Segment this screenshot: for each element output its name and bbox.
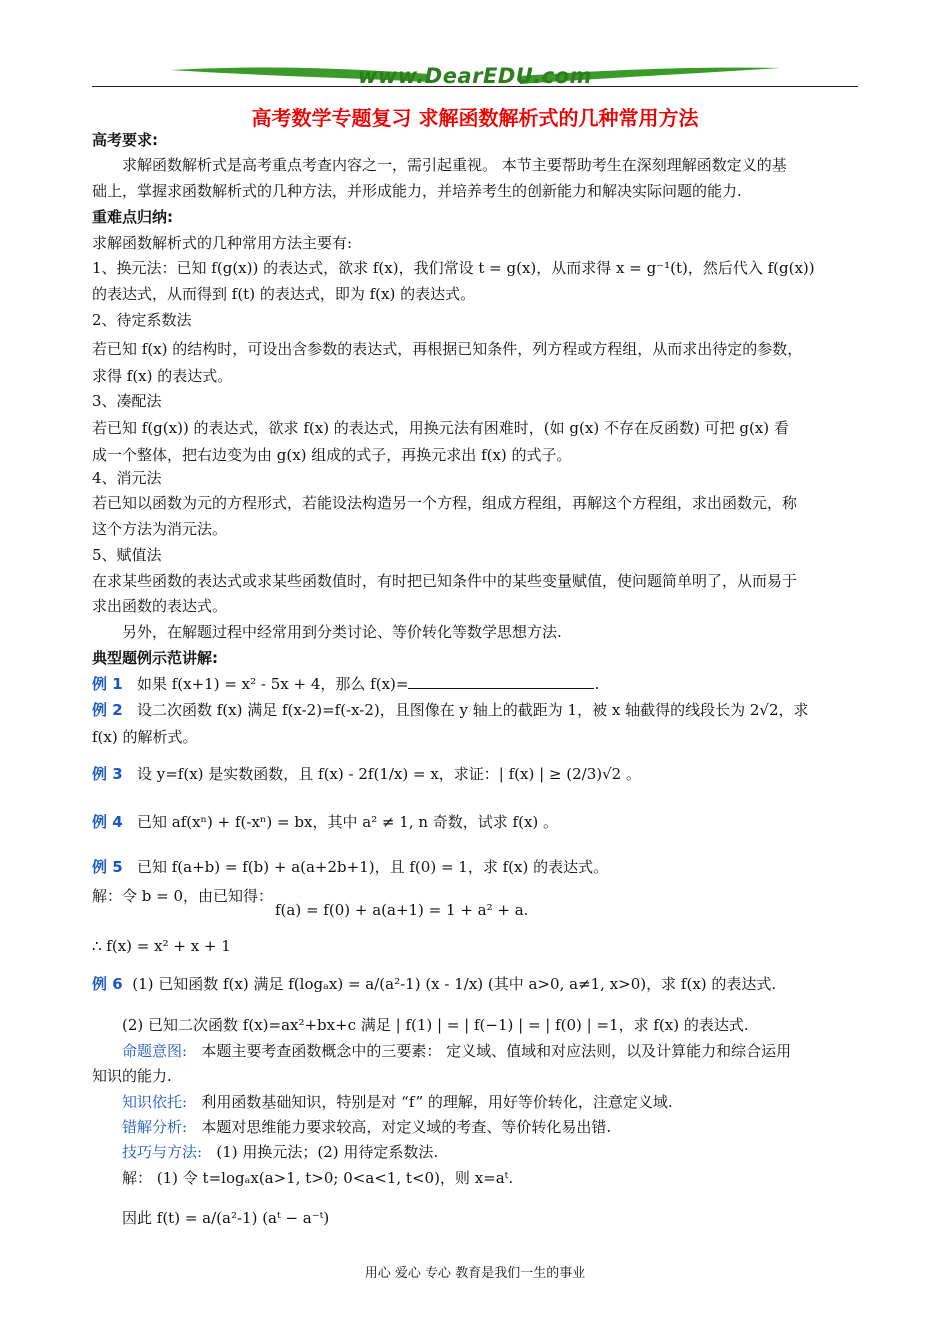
paragraph-line: (2) 已知二次函数 f(x)=ax²+bx+c 满足 | f(1) | = | f(−1) | = | f(0) | =1，求 f(x) 的表达式. (122, 1016, 749, 1034)
example-1 (92, 672, 862, 696)
example-label: 例 5 (92, 858, 123, 876)
paragraph-line: 若已知以函数为元的方程形式，若能设法构造另一个方程，组成方程组，再解这个方程组，求出函数元，称 (92, 494, 798, 512)
example-label: 例 1 (92, 675, 123, 693)
paragraph-line: 这个方法为消元法。 (92, 520, 228, 538)
solution-formula: 因此 f(t) = a/(a²-1) (aᵗ − a⁻ᵗ) (122, 1209, 330, 1227)
paragraph-line: 求出函数的表达式。 (92, 597, 228, 615)
section-heading: 高考要求: (92, 131, 158, 149)
analysis-errors (122, 1115, 892, 1139)
example-2 (92, 698, 862, 722)
analysis-intent (122, 1039, 892, 1063)
analysis-technique (122, 1140, 892, 1164)
analysis-key: 知识依托: (122, 1093, 188, 1111)
example-text: 已知 f(a+b) = f(b) + a(a+2b+1)，且 f(0) = 1，求 f(x) 的表达式。 (136, 858, 609, 876)
paragraph-line: f(x) 的解析式。 (92, 728, 198, 746)
paragraph-line: 的表达式，从而得到 f(t) 的表达式，即为 f(x) 的表达式。 (92, 285, 476, 303)
paragraph-line: 求得 f(x) 的表达式。 (92, 367, 233, 385)
solution-line: 解： (1) 令 t=logₐx(a>1, t>0; 0<a<1, t<0)，则 x=aᵗ. (122, 1169, 514, 1187)
analysis-value: 本题对思维能力要求较高，对定义域的考查、等价转化易出错. (201, 1118, 612, 1136)
analysis-basis (122, 1090, 892, 1114)
section-heading: 重难点归纳: (92, 208, 173, 226)
analysis-key: 技巧与方法: (122, 1143, 203, 1161)
example-text: 设 y=f(x) 是实数函数，且 f(x) - 2f(1/x) = x，求证：| f(x) | ≥ (2/3)√2 。 (136, 765, 641, 783)
paragraph-line: 在求某些函数的表达式或求某些函数值时，有时把已知条件中的某些变量赋值，使问题简单明了，从而易于 (92, 572, 798, 590)
example-text: (1) 已知函数 f(x) 满足 f(logₐx) = a/(a²-1) (x - 1/x) (其中 a>0, a≠1, x>0)，求 f(x) 的表达式. (132, 975, 777, 993)
site-url[interactable]: www.DearEDU.com (357, 64, 593, 88)
paragraph-line: 成一个整体，把右边变为由 g(x) 组成的式子，再换元求出 f(x) 的式子。 (92, 446, 572, 464)
paragraph-line: 若已知 f(x) 的结构时，可设出含参数的表达式，再根据已知条件，列方程或方程组，从而求出待定的参数， (92, 340, 803, 358)
page-footer: 用心 爱心 专心 教育是我们一生的事业 (364, 1266, 586, 1281)
answer-blank (408, 674, 594, 689)
solution-formula: f(a) = f(0) + a(a+1) = 1 + a² + a. (275, 901, 529, 919)
example-text: 设二次函数 f(x) 满足 f(x-2)=f(-x-2)，且图像在 y 轴上的截距为 1，被 x 轴截得的线段长为 2√2，求 (136, 701, 809, 719)
analysis-value: 利用函数基础知识，特别是对 “f” 的理解，用好等价转化，注意定义域. (201, 1093, 673, 1111)
paragraph-line: 若已知 f(g(x)) 的表达式，欲求 f(x) 的表达式，用换元法有困难时，(如 g(x) 不存在反函数) 可把 g(x) 看 (92, 419, 789, 437)
section-heading: 典型题例示范讲解: (92, 649, 218, 667)
header-rule (92, 86, 858, 87)
example-4 (92, 810, 862, 834)
method-heading: 4、消元法 (92, 469, 162, 487)
paragraph-line: 另外，在解题过程中经常用到分类讨论、等价转化等数学思想方法. (122, 623, 562, 641)
solution-line: 解：令 b = 0，由已知得： (92, 887, 274, 905)
example-label: 例 3 (92, 765, 123, 783)
example-text: 已知 af(xⁿ) + f(-xⁿ) = bx，其中 a² ≠ 1, n 奇数，试求 f(x) 。 (136, 813, 559, 831)
site-banner (165, 60, 785, 94)
period: . (594, 675, 600, 693)
analysis-key: 错解分析: (122, 1118, 188, 1136)
example-5 (92, 855, 862, 879)
page-title: 高考数学专题复习 求解函数解析式的几种常用方法 (251, 106, 699, 130)
analysis-value: (1) 用换元法；(2) 用待定系数法. (216, 1143, 439, 1161)
analysis-key: 命题意图: (122, 1042, 188, 1060)
example-6 (92, 972, 862, 996)
example-text: 如果 f(x+1) = x² - 5x + 4，那么 f(x)= (136, 675, 409, 693)
solution-result: ∴ f(x) = x² + x + 1 (92, 937, 231, 955)
example-label: 例 4 (92, 813, 123, 831)
example-label: 例 2 (92, 701, 123, 719)
paragraph-line: 求解函数解析式的几种常用方法主要有: (92, 234, 353, 252)
example-label: 例 6 (92, 975, 123, 993)
method-heading: 5、赋值法 (92, 546, 162, 564)
analysis-value: 本题主要考查函数概念中的三要素： 定义域、值域和对应法则，以及计算能力和综合运用 (201, 1042, 792, 1060)
paragraph-line: 1、换元法：已知 f(g(x)) 的表达式，欲求 f(x)，我们常设 t = g(x)，从而求得 x = g⁻¹(t)，然后代入 f(g(x)) (92, 259, 815, 277)
paragraph-line: 础上，掌握求函数解析式的几种方法，并形成能力，并培养考生的创新能力和解决实际问题的能力. (92, 182, 742, 200)
paragraph-line: 知识的能力. (92, 1067, 172, 1085)
method-heading: 2、待定系数法 (92, 311, 192, 329)
example-3 (92, 762, 862, 786)
paragraph-line: 求解函数解析式是高考重点考查内容之一，需引起重视。 本节主要帮助考生在深刻理解函数定义的基 (122, 156, 787, 174)
method-heading: 3、凑配法 (92, 392, 162, 410)
